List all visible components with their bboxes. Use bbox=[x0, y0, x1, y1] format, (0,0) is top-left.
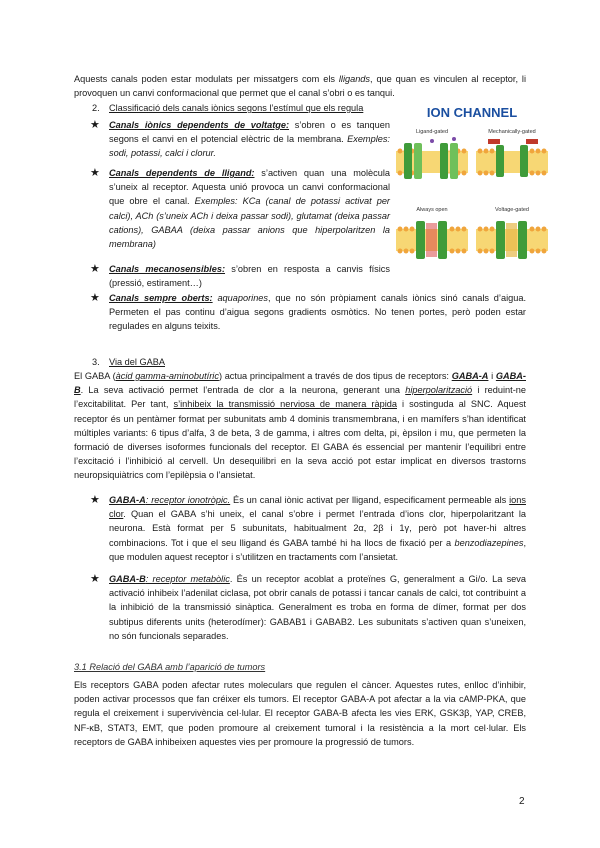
bullet-gaba-b: ★ GABA-B: receptor metabòlic. És un receptor acoblat a proteïnes G, generalment a Gi/o. La seva activació inhibeix l’adenilat ciclasa, pot obrir canals de potassi i tancar canals de calci, tot contribuint a la inhibició de la transmissió sinàptica. Generalment es troba en forma de dímer, format per dos subtipus diferents units (heterodímer): GABAB1 i GABAB2. Les subunitats s’activen quan s’uneixen, no són funcionals separades. bbox=[90, 573, 526, 641]
figure-title: ION CHANNEL bbox=[426, 105, 518, 120]
panel-always-open bbox=[396, 221, 468, 259]
intro-paragraph: Aquests canals poden estar modulats per missatgers com els lligands, que quan es vinculen al receptor, li provoquen un canvi conformacional que permet que el canal s’obri o es tanqui. bbox=[74, 74, 526, 99]
section-2-heading: 2. Classificació dels canals iònics segons l’estímul que els regula bbox=[92, 103, 364, 113]
star-icon: ★ bbox=[90, 292, 100, 304]
bullet-voltage: ★ Canals iònics dependents de voltatge: s’obren o es tanquen segons el canvi en el potencial elèctric de la membrana. Exemples: sodi, potassi, calci i clorur. bbox=[90, 119, 390, 159]
bullet-always-open: ★ Canals sempre oberts: aquaporines, que no són pròpiament canals iònics sinó canals d’aigua. Permeten el pas continu d’aigua segons gradients osmòtics. No tenen portes, però poden estar regulades en alguns teixits. bbox=[90, 292, 526, 332]
panel-mechanically-gated bbox=[476, 139, 548, 177]
star-icon: ★ bbox=[90, 119, 100, 131]
figure-label-always-open: Always open bbox=[416, 207, 448, 213]
figure-label-mechanical: Mechanically-gated bbox=[488, 129, 536, 135]
bullet-ligand: ★ Canals dependents de lligand: s’activen quan una molècula s’uneix al receptor. Aquesta unió provoca un canvi conformacional que obre el canal. Exemples: KCa (canal de potassi activat per calci), ACh (s’uneix ACh i deixa passar sodi), glutamat (deixa passar cations), GABAA (deixa passar anions que hiperpolaritzen la membrana) bbox=[90, 167, 390, 250]
section-3-paragraph: El GABA (àcid gamma-aminobutíric) actua principalment a través de dos tipus de receptors: GABA-A i GABA-B. La seva activació permet l’entrada de clor a la neurona, generant una hiperpolarització i reduint-ne l’excitabilitat. Per tant, s’inhibeix la transmissió nerviosa de manera ràpida i sostinguda al SNC. Aquest receptor és un pentàmer format per subunitats amb 4 dominis transmembrana, i en mamífers s’han identificat múltiples variants: 6 tipus d’alfa, 3 de beta, 3 de gamma, i altres com delta, pi, èpsilon i mu, que permeten la formació de diverses isoformes funcionals del receptor. El GABA és essencial per mantenir l’equilibri entre l’excitació i l’inhibició al cervell. Un desequilibri en la seva acció pot estar implicat en diversos trastorns neuropsiquiàtrics com l’epilèpsia o l’ansietat. bbox=[74, 371, 526, 481]
bullet-mechanosensitive: ★ Canals mecanosensibles: s’obren en resposta a canvis físics (pressió, estirament…) bbox=[90, 263, 390, 289]
section-3-1-heading: 3.1 Relació del GABA amb l’aparició de tumors bbox=[74, 662, 266, 672]
star-icon: ★ bbox=[90, 263, 100, 275]
ion-channel-figure bbox=[392, 103, 552, 269]
star-icon: ★ bbox=[90, 494, 100, 506]
page-number: 2 bbox=[519, 796, 525, 807]
figure-label-voltage: Voltage-gated bbox=[495, 207, 529, 213]
star-icon: ★ bbox=[90, 167, 100, 179]
bullet-gaba-a: ★ GABA-A: receptor ionotròpic. És un canal iònic activat per lligand, especificament permeable als ions clor. Quan el GABA s’hi uneix, el canal s’obre i permet l’entrada d’ions clor, hiperpolaritzant la neurona. Està format per 5 subunitats, habitualment 2α, 2β i 1γ, però pot haver-hi altres combinacions. Tot i que el seu lligand és GABA també hi ha llocs de fixació per a benzodiazepines, que modulen aquest receptor i s’utilitzen en tractaments com l’ansietat. bbox=[90, 494, 526, 562]
section-3-heading: 3. Via del GABA bbox=[92, 357, 166, 367]
star-icon: ★ bbox=[90, 573, 100, 585]
figure-label-ligand: Ligand-gated bbox=[415, 129, 449, 135]
section-3-1-paragraph: Els receptors GABA poden afectar rutes moleculars que regulen el càncer. Aquestes rutes, enlloc d’inhibir, poden activar processos que fan créixer els tumors. El receptor GABA-A pot afectar a la via cAMP-PKA, que regula el creixement i supervivència cel·lular. El receptor GABA-B afecta les vies ERK, GSK3β, YAP, CREB, NF-κB, STAT3, EMT, que poden promoure al creixement tumoral i la resistència a la mort cel·lular. Els receptors de GABA inhibeixen aquestes vies per promoure la progressió de tumors. bbox=[74, 680, 526, 747]
panel-ligand-gated bbox=[396, 137, 468, 179]
panel-voltage-gated bbox=[476, 221, 548, 259]
